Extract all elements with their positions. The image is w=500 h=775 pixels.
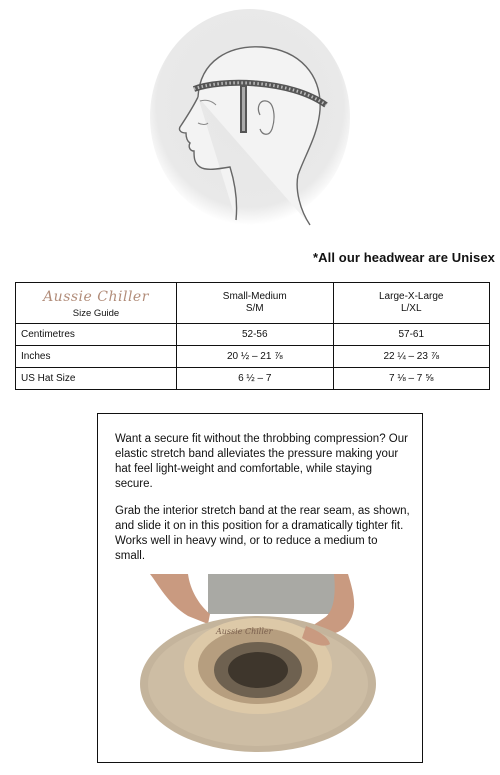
cell-value: 57-61 (333, 324, 490, 346)
hat-brand-text: Aussie Chiller (216, 627, 273, 636)
fit-info-box (97, 413, 423, 763)
cell-value: 22 ¼ – 23 ⅞ (333, 346, 490, 368)
size-guide-table (15, 282, 490, 390)
cell-value: 52-56 (177, 324, 334, 346)
row-label: US Hat Size (16, 368, 177, 390)
table-row (16, 324, 490, 346)
row-label: Centimetres (16, 324, 177, 346)
hat-stretch-band-photo (98, 574, 423, 763)
left-hand (150, 574, 210, 624)
logo-cell (16, 283, 177, 324)
size-guide-label: Size Guide (72, 308, 120, 319)
column-header-large-xlarge: Large-X-Large L/XL (333, 283, 490, 324)
info-paragraph-2: Grab the interior stretch band at the rear seam, as shown, and slide it on in this position for a dramatically tighter fit. Works well in heavy wind, or to reduce a medium to small. (115, 505, 410, 562)
cell-value: 20 ½ – 21 ⅞ (177, 346, 334, 368)
table-row (16, 346, 490, 368)
table-header-row (16, 283, 490, 324)
info-paragraph-1: Want a secure fit without the throbbing compression? Our elastic stretch band alleviates the pressure making your hat feel light-weight and comfortable, while staying secure. (115, 433, 408, 490)
cell-value: 7 ⅛ – 7 ⅝ (333, 368, 490, 390)
unisex-note: *All our headwear are Unisex (313, 250, 495, 265)
head-measurement-illustration (150, 5, 350, 235)
brand-logo: Aussie Chiller (43, 289, 149, 305)
cell-value: 6 ½ – 7 (177, 368, 334, 390)
shirt-background (208, 574, 348, 614)
row-label: Inches (16, 346, 177, 368)
column-header-small-medium: Small-Medium S/M (177, 283, 334, 324)
table-row (16, 368, 490, 390)
